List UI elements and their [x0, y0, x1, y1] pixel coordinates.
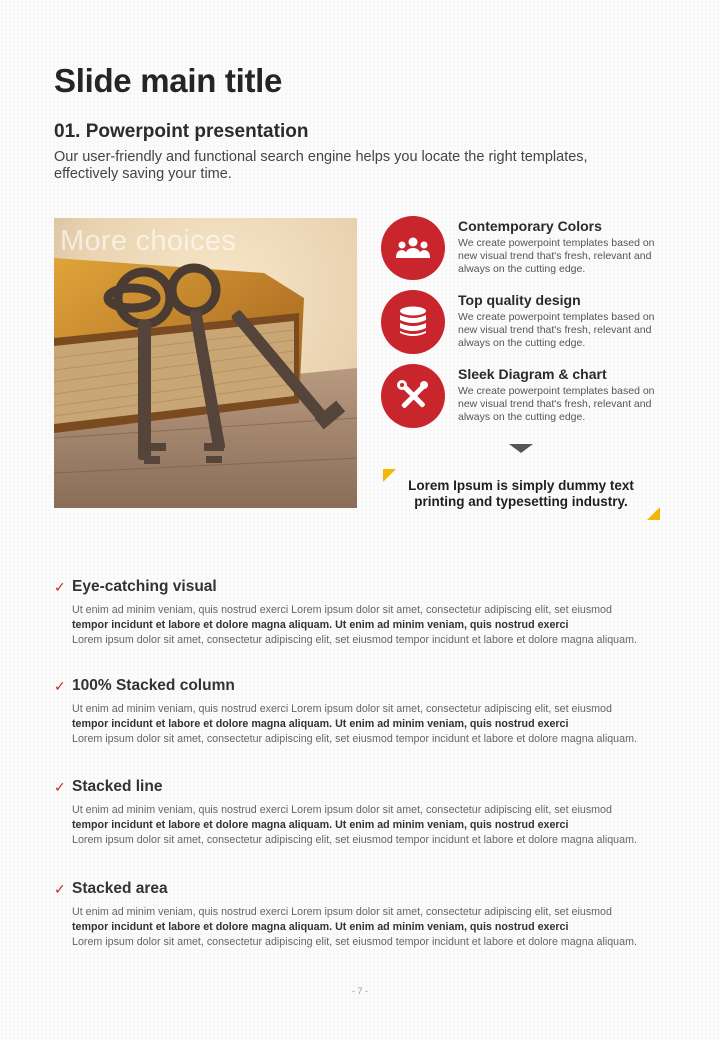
page-number: - 7 - [351, 986, 368, 996]
tools-icon [381, 364, 445, 428]
body-line-bold: tempor incidunt et labore et dolore magna aliquam. Ut enim ad minim veniam, quis nostrud exerci [72, 819, 569, 831]
photo-caption: More choices [60, 225, 237, 257]
body-line: Lorem ipsum dolor sit amet, consectetur adipiscing elit, set eiusmod tempor incidunt et labore et dolore magna aliquam. [72, 834, 637, 846]
intro-text: Our user-friendly and functional search engine helps you locate the right templates, effectively saving your time. [54, 149, 588, 182]
feature-sleek-diagram [381, 364, 681, 428]
section-body [72, 702, 692, 747]
checkmark-icon: ✓ [54, 779, 66, 795]
body-line: Ut enim ad minim veniam, quis nostrud exerci Lorem ipsum dolor sit amet, consectetur adipiscing elit, set eiusmod [72, 804, 612, 816]
section-title: Stacked area [72, 880, 168, 897]
body-line-bold: tempor incidunt et labore et dolore magna aliquam. Ut enim ad minim veniam, quis nostrud exerci [72, 921, 569, 933]
body-line-bold: tempor incidunt et labore et dolore magna aliquam. Ut enim ad minim veniam, quis nostrud exerci [72, 619, 569, 631]
section-title: 100% Stacked column [72, 677, 235, 694]
checkmark-icon: ✓ [54, 579, 66, 595]
checkmark-icon: ✓ [54, 678, 66, 694]
down-arrow-icon [509, 444, 533, 453]
section-title: Stacked line [72, 778, 163, 795]
body-line: Lorem ipsum dolor sit amet, consectetur adipiscing elit, set eiusmod tempor incidunt et labore et dolore magna aliquam. [72, 936, 637, 948]
feature-title: Sleek Diagram & chart [458, 366, 607, 382]
feature-description: We create powerpoint templates based on new visual trend that's fresh, relevant and always on the cutting edge. [458, 237, 655, 275]
feature-top-quality-design [381, 290, 681, 354]
feature-title: Contemporary Colors [458, 218, 602, 234]
body-line-bold: tempor incidunt et labore et dolore magna aliquam. Ut enim ad minim veniam, quis nostrud exerci [72, 718, 569, 730]
section-body [72, 803, 692, 848]
keys-photo [54, 218, 357, 508]
slide-subtitle: 01. Powerpoint presentation [54, 121, 309, 142]
section-body [72, 603, 692, 648]
highlight-quote: Lorem Ipsum is simply dummy text printing and typesetting industry. [408, 478, 634, 509]
body-line: Ut enim ad minim veniam, quis nostrud exerci Lorem ipsum dolor sit amet, consectetur adipiscing elit, set eiusmod [72, 604, 612, 616]
slide-title: Slide main title [54, 62, 283, 99]
body-line: Lorem ipsum dolor sit amet, consectetur adipiscing elit, set eiusmod tempor incidunt et labore et dolore magna aliquam. [72, 634, 637, 646]
database-icon [381, 290, 445, 354]
feature-title: Top quality design [458, 292, 581, 308]
section-body [72, 905, 692, 950]
body-line: Ut enim ad minim veniam, quis nostrud exerci Lorem ipsum dolor sit amet, consectetur adipiscing elit, set eiusmod [72, 703, 612, 715]
team-icon [381, 216, 445, 280]
feature-description: We create powerpoint templates based on new visual trend that's fresh, relevant and always on the cutting edge. [458, 311, 655, 349]
quote-corner-bottom [647, 507, 660, 520]
checkmark-icon: ✓ [54, 881, 66, 897]
feature-contemporary-colors [381, 216, 681, 280]
body-line: Ut enim ad minim veniam, quis nostrud exerci Lorem ipsum dolor sit amet, consectetur adipiscing elit, set eiusmod [72, 906, 612, 918]
body-line: Lorem ipsum dolor sit amet, consectetur adipiscing elit, set eiusmod tempor incidunt et labore et dolore magna aliquam. [72, 733, 637, 745]
section-title: Eye-catching visual [72, 578, 217, 595]
keys-illustration [54, 218, 357, 508]
feature-description: We create powerpoint templates based on new visual trend that's fresh, relevant and always on the cutting edge. [458, 385, 655, 423]
